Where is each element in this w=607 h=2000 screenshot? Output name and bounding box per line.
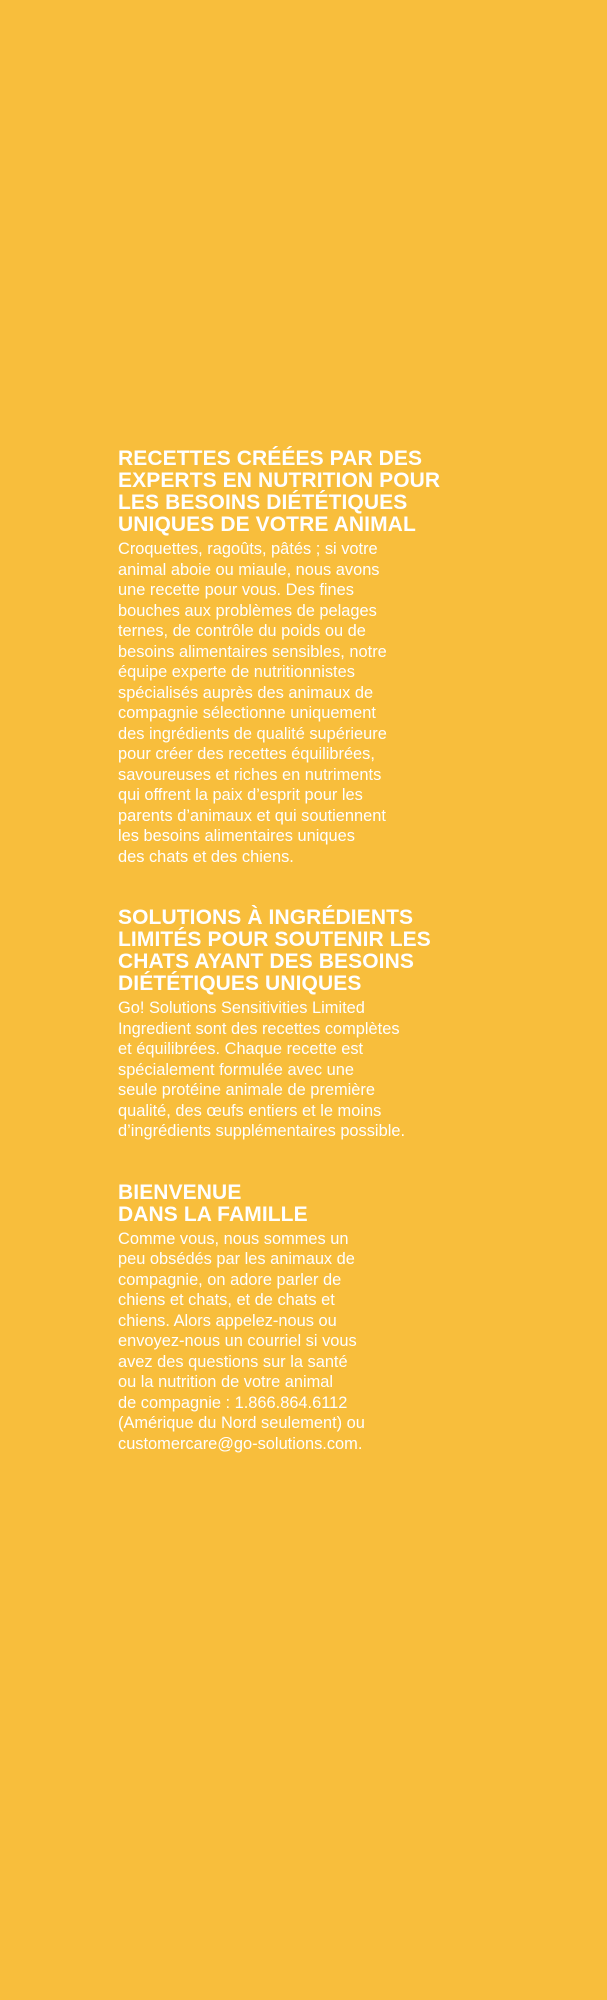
section-limited-ingredients — [118, 907, 498, 1142]
section-heading — [118, 907, 498, 995]
body-line: pour créer des recettes équilibrées, — [118, 745, 375, 763]
section-body — [118, 539, 498, 867]
body-line: avez des questions sur la santé — [118, 1352, 348, 1371]
body-line: une recette pour vous. Des fines — [118, 581, 354, 599]
body-line: chiens et chats, et de chats et — [118, 1291, 335, 1309]
body-line: les besoins alimentaires uniques — [118, 827, 355, 845]
heading-line: LES BESOINS DIÉTÉTIQUES — [118, 491, 408, 514]
body-line: spécialisés auprès des animaux de — [118, 683, 374, 702]
body-line: Ingredient sont des recettes complètes — [118, 1019, 400, 1038]
heading-line: DANS LA FAMILLE — [118, 1202, 308, 1226]
heading-line: UNIQUES DE VOTRE ANIMAL — [118, 513, 416, 536]
body-line: Croquettes, ragoûts, pâtés ; si votre — [118, 540, 378, 558]
body-line: de compagnie : 1.866.864.6112 — [118, 1393, 348, 1412]
body-line: compagnie, on adore parler de — [118, 1270, 342, 1289]
body-line: compagnie sélectionne uniquement — [118, 704, 376, 722]
heading-line: LIMITÉS POUR SOUTENIR LES — [118, 928, 431, 951]
section-welcome — [118, 1182, 498, 1455]
body-line: bouches aux problèmes de pelages — [118, 601, 377, 620]
body-line: (Amérique du Nord seulement) ou — [118, 1414, 365, 1432]
panel-content — [118, 448, 498, 1494]
body-line: besoins alimentaires sensibles, notre — [118, 642, 387, 661]
heading-line: CHATS AYANT DES BESOINS — [118, 950, 414, 973]
body-line: customercare@go-solutions.com. — [118, 1434, 363, 1453]
body-line: spécialement formulée avec une — [118, 1060, 354, 1079]
heading-line: BIENVENUE — [118, 1180, 242, 1204]
body-line: Go! Solutions Sensitivities Limited — [118, 999, 365, 1017]
heading-line: SOLUTIONS À INGRÉDIENTS — [118, 906, 414, 929]
body-line: chiens. Alors appelez-nous ou — [118, 1311, 337, 1330]
body-line: envoyez-nous un courriel si vous — [118, 1332, 357, 1350]
body-line: Comme vous, nous sommes un — [118, 1229, 349, 1248]
section-body — [118, 1229, 498, 1455]
body-line: équipe experte de nutritionnistes — [118, 663, 355, 681]
heading-line: RECETTES CRÉÉES PAR DES — [118, 447, 423, 470]
body-line: seule protéine animale de première — [118, 1081, 375, 1099]
body-line: des ingrédients de qualité supérieure — [118, 724, 387, 743]
body-line: animal aboie ou miaule, nous avons — [118, 560, 380, 579]
body-line: des chats et des chiens. — [118, 847, 294, 866]
section-body — [118, 998, 498, 1142]
body-line: peu obsédés par les animaux de — [118, 1250, 355, 1268]
body-line: ou la nutrition de votre animal — [118, 1373, 334, 1391]
body-line: d’ingrédients supplémentaires possible. — [118, 1122, 406, 1140]
section-heading — [118, 448, 498, 536]
body-line: savoureuses et riches en nutriments — [118, 765, 382, 784]
section-expert-recipes — [118, 448, 498, 867]
body-line: qualité, des œufs entiers et le moins — [118, 1101, 382, 1120]
body-line: et équilibrées. Chaque recette est — [118, 1040, 364, 1058]
body-line: qui offrent la paix d’esprit pour les — [118, 786, 363, 804]
heading-line: EXPERTS EN NUTRITION POUR — [118, 469, 441, 492]
heading-line: DIÉTÉTIQUES UNIQUES — [118, 972, 362, 995]
body-line: parents d’animaux et qui soutiennent — [118, 806, 386, 825]
section-heading — [118, 1182, 498, 1226]
body-line: ternes, de contrôle du poids ou de — [118, 622, 366, 640]
